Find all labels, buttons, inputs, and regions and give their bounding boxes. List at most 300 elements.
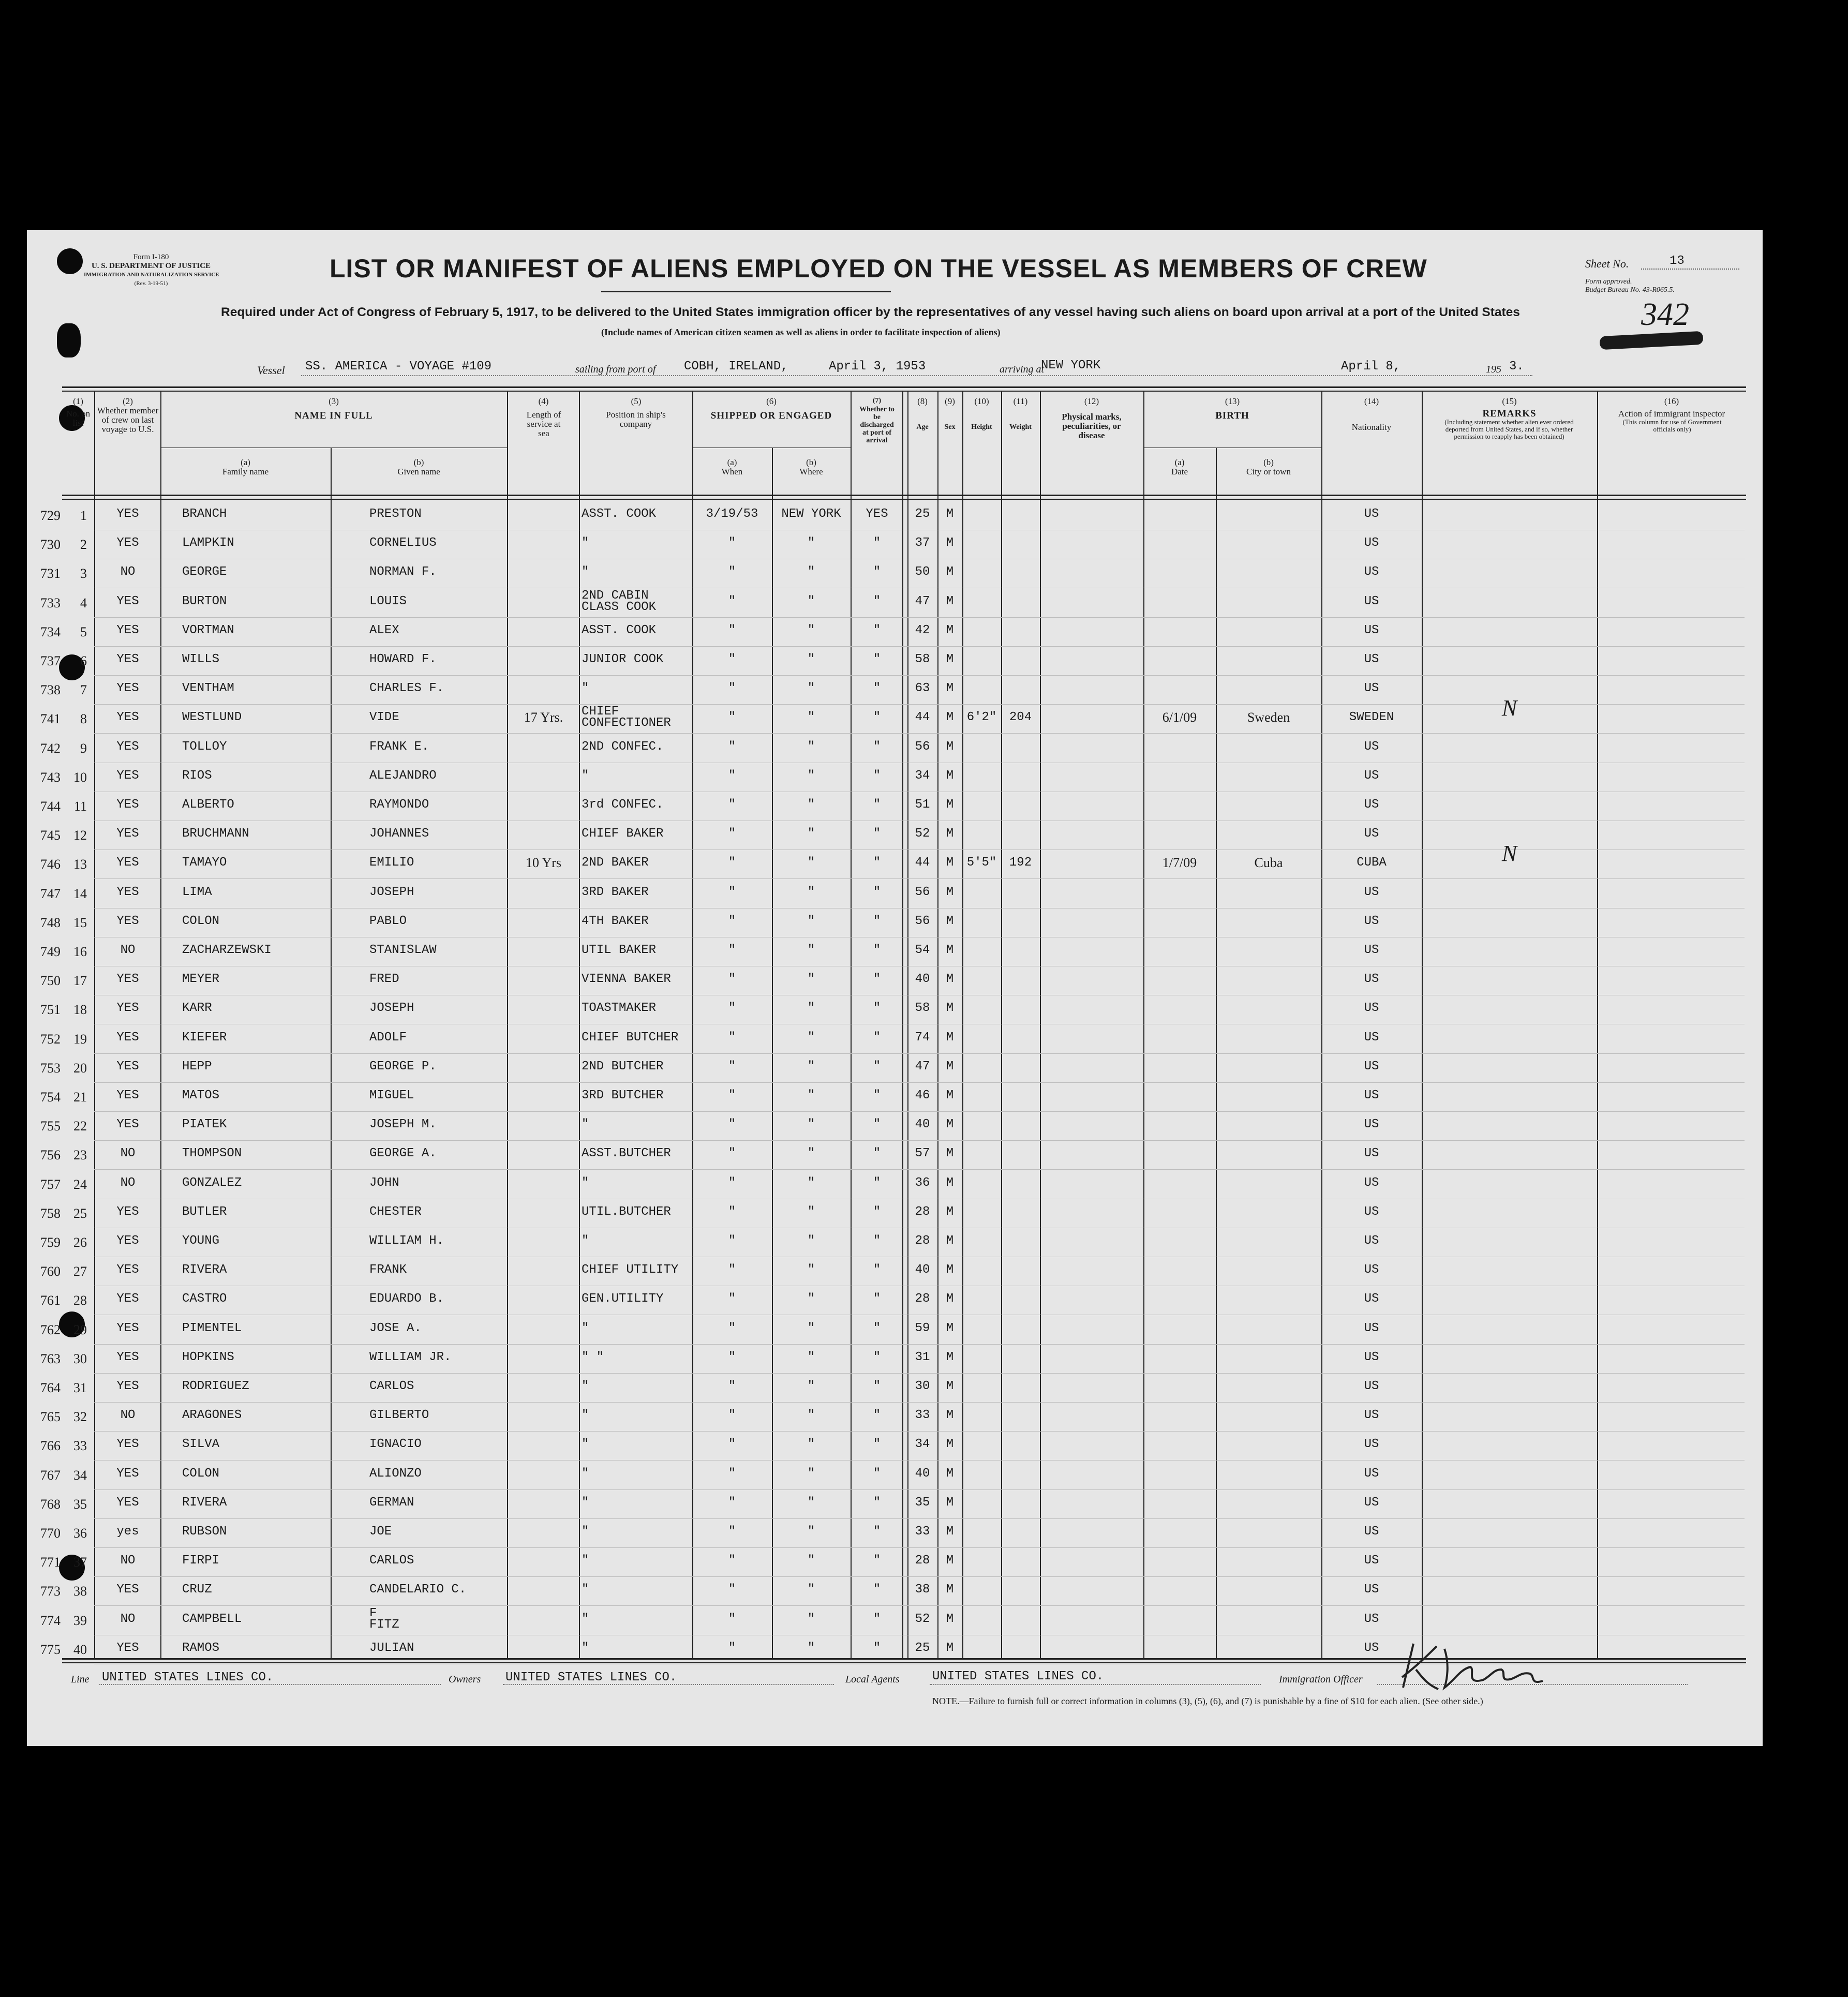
crew-last-voyage: YES bbox=[116, 1466, 139, 1481]
family-name: LIMA bbox=[182, 885, 212, 899]
footer-owners-value: UNITED STATES LINES CO. bbox=[505, 1671, 677, 1685]
table-top-border-2 bbox=[62, 391, 1746, 392]
nationality: US bbox=[1364, 1089, 1379, 1102]
position: " bbox=[582, 1379, 589, 1393]
crew-last-voyage: YES bbox=[116, 856, 139, 870]
given-name: FRED bbox=[369, 972, 399, 987]
shipped-where: " bbox=[807, 1379, 815, 1393]
sheet-number: 13 bbox=[1670, 254, 1685, 268]
sex: M bbox=[946, 565, 954, 579]
header-col-13: (13) BIRTH bbox=[1215, 396, 1249, 421]
shipped-when: " bbox=[728, 623, 736, 637]
row-index: 17 bbox=[73, 973, 87, 989]
row-index: 9 bbox=[80, 740, 87, 756]
given-name: GERMAN bbox=[369, 1495, 414, 1510]
line-number: 767 bbox=[40, 1467, 61, 1483]
family-name: HOPKINS bbox=[182, 1350, 234, 1364]
discharged: " bbox=[873, 1117, 881, 1132]
discharged: " bbox=[873, 652, 881, 666]
page-subtitle: Required under Act of Congress of February 5, 1917, to be delivered to the United States immigration officer by the representatives of any vessel having such aliens on board upon arrival at a port of the United States bbox=[221, 305, 1520, 319]
crew-last-voyage: YES bbox=[116, 710, 139, 725]
sheet-label: Sheet No. bbox=[1585, 257, 1629, 270]
position: " bbox=[582, 1554, 589, 1568]
given-name: CHARLES F. bbox=[369, 681, 444, 696]
table-row bbox=[27, 1317, 1763, 1346]
row-index: 35 bbox=[73, 1496, 87, 1512]
family-name: RIVERA bbox=[182, 1263, 227, 1277]
family-name: WESTLUND bbox=[182, 710, 242, 725]
line-number: 757 bbox=[40, 1176, 61, 1192]
given-name: CORNELIUS bbox=[369, 536, 437, 550]
line-number: 756 bbox=[40, 1147, 61, 1163]
given-name: NORMAN F. bbox=[369, 565, 437, 579]
position: 3RD BUTCHER bbox=[582, 1089, 664, 1102]
row-rule bbox=[94, 1576, 1745, 1577]
row-index: 15 bbox=[73, 915, 87, 930]
line-number: 763 bbox=[40, 1351, 61, 1366]
nationality: US bbox=[1364, 1059, 1379, 1074]
discharged: " bbox=[873, 768, 881, 783]
nationality: US bbox=[1364, 1350, 1379, 1364]
crew-last-voyage: YES bbox=[116, 1379, 139, 1393]
footer-note: NOTE.—Failure to furnish full or correct information in columns (3), (5), (6), and (7) is punishable by a fine of $10 for each alien. (See other side.) bbox=[932, 1696, 1483, 1706]
age: 25 bbox=[915, 507, 930, 521]
table-row bbox=[27, 881, 1763, 910]
arrival-port: NEW YORK bbox=[1041, 359, 1101, 372]
age: 25 bbox=[915, 1641, 930, 1655]
position: 2ND CONFEC. bbox=[582, 739, 664, 754]
family-name: VENTHAM bbox=[182, 681, 234, 696]
footer-line-value: UNITED STATES LINES CO. bbox=[102, 1671, 274, 1685]
crew-last-voyage: NO bbox=[120, 1554, 136, 1568]
header-col-14: (14) Nationality bbox=[1351, 396, 1392, 432]
position: " bbox=[582, 565, 589, 579]
family-name: CAMPBELL bbox=[182, 1612, 242, 1626]
table-top-border bbox=[62, 386, 1746, 388]
row-rule bbox=[94, 1169, 1745, 1170]
age: 46 bbox=[915, 1089, 930, 1102]
position: ASST. COOK bbox=[582, 623, 657, 637]
given-name: JOSEPH bbox=[369, 885, 414, 899]
sex: M bbox=[946, 1089, 954, 1102]
row-index: 30 bbox=[73, 1351, 87, 1366]
sex: M bbox=[946, 768, 954, 783]
position: " bbox=[582, 1175, 589, 1190]
position: " bbox=[582, 1117, 589, 1132]
position: " bbox=[582, 768, 589, 783]
shipped-when: " bbox=[728, 885, 736, 899]
row-index: 5 bbox=[80, 624, 87, 639]
discharged: " bbox=[873, 594, 881, 608]
sex: M bbox=[946, 681, 954, 696]
shipped-where: " bbox=[807, 1466, 815, 1481]
family-name: KIEFER bbox=[182, 1030, 227, 1045]
discharged: " bbox=[873, 1495, 881, 1510]
header-col-3b: (b) Given name bbox=[397, 457, 440, 476]
table-row bbox=[27, 968, 1763, 997]
shipped-where: " bbox=[807, 1495, 815, 1510]
crew-last-voyage: YES bbox=[116, 1089, 139, 1102]
given-name: RAYMONDO bbox=[369, 798, 429, 812]
position: " bbox=[582, 1641, 589, 1655]
family-name: MEYER bbox=[182, 972, 220, 987]
given-name: GILBERTO bbox=[369, 1408, 429, 1423]
table-row bbox=[27, 1433, 1763, 1462]
budget-bureau: Budget Bureau No. 43-R065.5. bbox=[1585, 286, 1675, 294]
position: JUNIOR COOK bbox=[582, 652, 664, 666]
family-name: BRUCHMANN bbox=[182, 827, 249, 841]
position: " bbox=[582, 1234, 589, 1248]
position: " bbox=[582, 536, 589, 550]
crew-last-voyage: YES bbox=[116, 1117, 139, 1132]
form-dept: U. S. DEPARTMENT OF JUSTICE bbox=[91, 262, 211, 270]
table-row bbox=[27, 910, 1763, 939]
shipped-when: " bbox=[728, 1641, 736, 1655]
shipped-when: " bbox=[728, 1204, 736, 1219]
position: " " bbox=[582, 1350, 604, 1364]
position: CHIEF BAKER bbox=[582, 827, 664, 841]
crew-last-voyage: NO bbox=[120, 1146, 136, 1161]
line-number: 766 bbox=[40, 1438, 61, 1454]
table-row bbox=[27, 1230, 1763, 1259]
line-number: 752 bbox=[40, 1031, 61, 1047]
shipped-where: " bbox=[807, 1263, 815, 1277]
table-row bbox=[27, 1578, 1763, 1607]
age: 33 bbox=[915, 1525, 930, 1539]
row-rule bbox=[94, 1111, 1745, 1112]
age: 28 bbox=[915, 1234, 930, 1248]
line-number: 747 bbox=[40, 886, 61, 901]
family-name: ZACHARZEWSKI bbox=[182, 943, 272, 957]
discharged: " bbox=[873, 1554, 881, 1568]
age: 59 bbox=[915, 1321, 930, 1335]
age: 33 bbox=[915, 1408, 930, 1423]
discharged: " bbox=[873, 1204, 881, 1219]
arrival-year-suffix: 3. bbox=[1509, 360, 1524, 374]
table-row bbox=[27, 1521, 1763, 1549]
shipped-where: " bbox=[807, 1612, 815, 1626]
weight: 204 bbox=[1009, 710, 1032, 725]
shipped-where: " bbox=[807, 1234, 815, 1248]
row-rule bbox=[94, 1053, 1745, 1054]
crew-last-voyage: NO bbox=[120, 943, 136, 957]
nationality: US bbox=[1364, 739, 1379, 754]
discharged: " bbox=[873, 1089, 881, 1102]
age: 35 bbox=[915, 1495, 930, 1510]
nationality: US bbox=[1364, 827, 1379, 841]
row-index: 23 bbox=[73, 1147, 87, 1163]
line-number: 765 bbox=[40, 1409, 61, 1425]
position: ASST.BUTCHER bbox=[582, 1146, 671, 1161]
row-index: 38 bbox=[73, 1584, 87, 1599]
shipped-where: " bbox=[807, 943, 815, 957]
shipped-where: " bbox=[807, 1321, 815, 1335]
form-service: IMMIGRATION AND NATURALIZATION SERVICE bbox=[84, 272, 219, 278]
family-name: RAMOS bbox=[182, 1641, 220, 1655]
sex: M bbox=[946, 710, 954, 725]
given-name: F FITZ bbox=[369, 1606, 399, 1632]
header-col-6a: (a) When bbox=[721, 457, 743, 476]
header-col-11: (11) Weight bbox=[1009, 396, 1032, 431]
header-col-15: (15) REMARKS (Including statement whether alien ever ordered deported from United States, and if so, whether permission to reapply has been obtained) bbox=[1444, 396, 1574, 440]
position: 2ND BUTCHER bbox=[582, 1059, 664, 1074]
shipped-where: " bbox=[807, 914, 815, 928]
table-row bbox=[27, 503, 1763, 532]
row-index: 36 bbox=[73, 1526, 87, 1541]
age: 52 bbox=[915, 827, 930, 841]
nationality: US bbox=[1364, 1175, 1379, 1190]
sex: M bbox=[946, 1554, 954, 1568]
crew-last-voyage: YES bbox=[116, 1263, 139, 1277]
sex: M bbox=[946, 1030, 954, 1045]
nationality: US bbox=[1364, 565, 1379, 579]
given-name: GEORGE P. bbox=[369, 1059, 437, 1074]
sex: M bbox=[946, 885, 954, 899]
line-number: 775 bbox=[40, 1642, 61, 1657]
sex: M bbox=[946, 798, 954, 812]
shipped-when: 3/19/53 bbox=[706, 507, 758, 521]
sex: M bbox=[946, 652, 954, 666]
header-col-3: (3) NAME IN FULL bbox=[294, 396, 373, 421]
row-index: 6 bbox=[80, 653, 87, 668]
nationality: US bbox=[1364, 1495, 1379, 1510]
table-row bbox=[27, 1201, 1763, 1230]
row-index: 28 bbox=[73, 1293, 87, 1308]
shipped-where: " bbox=[807, 1030, 815, 1045]
header-col-12: (12) Physical marks, peculiarities, or disease bbox=[1062, 396, 1122, 440]
shipped-when: " bbox=[728, 1263, 736, 1277]
nationality: US bbox=[1364, 1612, 1379, 1626]
shipped-when: " bbox=[728, 798, 736, 812]
row-rule bbox=[94, 1489, 1745, 1490]
sex: M bbox=[946, 739, 954, 754]
shipped-when: " bbox=[728, 1059, 736, 1074]
nationality: US bbox=[1364, 1001, 1379, 1016]
crew-last-voyage: YES bbox=[116, 681, 139, 696]
given-name: GEORGE A. bbox=[369, 1146, 437, 1161]
shipped-when: " bbox=[728, 1001, 736, 1016]
position: " bbox=[582, 1321, 589, 1335]
nationality: US bbox=[1364, 798, 1379, 812]
given-name: CANDELARIO C. bbox=[369, 1583, 467, 1597]
position: 2ND CABIN CLASS COOK bbox=[582, 588, 657, 614]
line-number: 733 bbox=[40, 595, 61, 610]
age: 50 bbox=[915, 565, 930, 579]
row-rule bbox=[94, 1431, 1745, 1432]
line-number: 771 bbox=[40, 1555, 61, 1570]
crew-last-voyage: NO bbox=[120, 1175, 136, 1190]
sex: M bbox=[946, 1583, 954, 1597]
row-index: 34 bbox=[73, 1467, 87, 1483]
crossed-out-number bbox=[1599, 331, 1703, 350]
sex: M bbox=[946, 827, 954, 841]
age: 56 bbox=[915, 739, 930, 754]
line-number: 751 bbox=[40, 1002, 61, 1018]
shipped-when: " bbox=[728, 827, 736, 841]
age: 42 bbox=[915, 623, 930, 637]
position: ASST. COOK bbox=[582, 507, 657, 521]
shipped-where: " bbox=[807, 739, 815, 754]
position: CHIEF UTILITY bbox=[582, 1263, 679, 1277]
given-name: EMILIO bbox=[369, 856, 414, 870]
row-index: 21 bbox=[73, 1090, 87, 1105]
nationality: US bbox=[1364, 1437, 1379, 1452]
crew-last-voyage: YES bbox=[116, 1321, 139, 1335]
family-name: CASTRO bbox=[182, 1292, 227, 1306]
sex: M bbox=[946, 1321, 954, 1335]
discharged: " bbox=[873, 710, 881, 725]
row-index: 8 bbox=[80, 711, 87, 727]
age: 40 bbox=[915, 1263, 930, 1277]
line-number: 737 bbox=[40, 653, 61, 668]
crew-last-voyage: YES bbox=[116, 798, 139, 812]
shipped-where: " bbox=[807, 652, 815, 666]
row-rule bbox=[94, 675, 1745, 676]
row-rule bbox=[94, 1518, 1745, 1519]
table-row bbox=[27, 1113, 1763, 1142]
position: " bbox=[582, 1466, 589, 1481]
departure-port: COBH, IRELAND, bbox=[684, 360, 788, 374]
shipped-when: " bbox=[728, 710, 736, 725]
shipped-when: " bbox=[728, 914, 736, 928]
table-row bbox=[27, 1346, 1763, 1375]
row-rule bbox=[94, 1547, 1745, 1548]
sex: M bbox=[946, 1641, 954, 1655]
sex: M bbox=[946, 1263, 954, 1277]
row-index: 10 bbox=[73, 769, 87, 785]
family-name: TOLLOY bbox=[182, 739, 227, 754]
discharged: " bbox=[873, 536, 881, 550]
family-name: MATOS bbox=[182, 1089, 220, 1102]
shipped-when: " bbox=[728, 943, 736, 957]
age: 40 bbox=[915, 1466, 930, 1481]
header-col-6b: (b) Where bbox=[799, 457, 823, 476]
nationality: US bbox=[1364, 1408, 1379, 1423]
line-number: 774 bbox=[40, 1613, 61, 1628]
footer-agents-underline bbox=[930, 1684, 1261, 1685]
nationality: US bbox=[1364, 1583, 1379, 1597]
table-row bbox=[27, 1259, 1763, 1288]
discharged: " bbox=[873, 1612, 881, 1626]
line-number: 768 bbox=[40, 1496, 61, 1512]
header-col-5: (5) Position in ship's company bbox=[606, 396, 666, 429]
sex: M bbox=[946, 1234, 954, 1248]
discharged: " bbox=[873, 1175, 881, 1190]
shipped-where: " bbox=[807, 972, 815, 987]
shipped-where: " bbox=[807, 1583, 815, 1597]
discharged: " bbox=[873, 1146, 881, 1161]
given-name: FRANK E. bbox=[369, 739, 429, 754]
crew-last-voyage: NO bbox=[120, 565, 136, 579]
shipped-when: " bbox=[728, 1234, 736, 1248]
age: 38 bbox=[915, 1583, 930, 1597]
family-name: HEPP bbox=[182, 1059, 212, 1074]
line-number: 759 bbox=[40, 1235, 61, 1250]
vessel-name: SS. AMERICA - VOYAGE #109 bbox=[305, 360, 492, 374]
shipped-when: " bbox=[728, 739, 736, 754]
shipped-where: " bbox=[807, 710, 815, 725]
age: 56 bbox=[915, 885, 930, 899]
table-row bbox=[27, 1142, 1763, 1171]
line-number: 754 bbox=[40, 1090, 61, 1105]
row-rule bbox=[94, 1344, 1745, 1345]
shipped-when: " bbox=[728, 536, 736, 550]
line-number: 738 bbox=[40, 682, 61, 698]
table-row bbox=[27, 1404, 1763, 1433]
shipped-where: " bbox=[807, 536, 815, 550]
family-name: RODRIGUEZ bbox=[182, 1379, 249, 1393]
shipped-where: " bbox=[807, 1175, 815, 1190]
family-name: ARAGONES bbox=[182, 1408, 242, 1423]
shipped-when: " bbox=[728, 972, 736, 987]
nationality: US bbox=[1364, 972, 1379, 987]
discharged: " bbox=[873, 1583, 881, 1597]
row-rule bbox=[94, 733, 1745, 734]
nationality: US bbox=[1364, 1554, 1379, 1568]
nationality: US bbox=[1364, 1263, 1379, 1277]
shipped-where: " bbox=[807, 1350, 815, 1364]
nationality: US bbox=[1364, 652, 1379, 666]
header-col-1: (1) No. on list bbox=[66, 396, 91, 428]
line-number: 734 bbox=[40, 624, 61, 639]
nationality: US bbox=[1364, 1321, 1379, 1335]
family-name: SILVA bbox=[182, 1437, 220, 1452]
table-row bbox=[27, 1026, 1763, 1055]
row-index: 11 bbox=[73, 799, 87, 814]
shipped-where: " bbox=[807, 1525, 815, 1539]
discharged: " bbox=[873, 1350, 881, 1364]
sex: M bbox=[946, 1175, 954, 1190]
birth-city: Cuba bbox=[1254, 855, 1283, 871]
footer-officer-label: Immigration Officer bbox=[1279, 1674, 1363, 1685]
family-name: BRANCH bbox=[182, 507, 227, 521]
shipped-when: " bbox=[728, 1030, 736, 1045]
page-title: LIST OR MANIFEST OF ALIENS EMPLOYED ON THE VESSEL AS MEMBERS OF CREW bbox=[330, 254, 1427, 283]
table-row bbox=[27, 1463, 1763, 1492]
age: 31 bbox=[915, 1350, 930, 1364]
discharged: " bbox=[873, 1234, 881, 1248]
shipped-when: " bbox=[728, 1583, 736, 1597]
row-index: 18 bbox=[73, 1002, 87, 1018]
sex: M bbox=[946, 1612, 954, 1626]
row-rule bbox=[94, 646, 1745, 647]
discharged: " bbox=[873, 1292, 881, 1306]
row-index: 27 bbox=[73, 1264, 87, 1279]
nationality: US bbox=[1364, 1466, 1379, 1481]
discharged: " bbox=[873, 943, 881, 957]
shipped-when: " bbox=[728, 681, 736, 696]
position: 2ND BAKER bbox=[582, 856, 649, 870]
sex: M bbox=[946, 1350, 954, 1364]
line-number: 744 bbox=[40, 799, 61, 814]
crew-last-voyage: YES bbox=[116, 1001, 139, 1016]
table-row bbox=[27, 532, 1763, 561]
given-name: WILLIAM JR. bbox=[369, 1350, 452, 1364]
service-length: 17 Yrs. bbox=[524, 710, 563, 725]
given-name: LOUIS bbox=[369, 594, 407, 608]
header-col-13a: (a) Date bbox=[1171, 457, 1188, 476]
line-number: 770 bbox=[40, 1526, 61, 1541]
crew-last-voyage: YES bbox=[116, 652, 139, 666]
sailing-label: sailing from port of bbox=[575, 364, 656, 375]
family-name: RUBSON bbox=[182, 1525, 227, 1539]
header-col-10: (10) Height bbox=[971, 396, 992, 431]
nationality: US bbox=[1364, 681, 1379, 696]
shipped-when: " bbox=[728, 1292, 736, 1306]
given-name: CARLOS bbox=[369, 1554, 414, 1568]
shipped-when: " bbox=[728, 1495, 736, 1510]
row-index: 19 bbox=[73, 1031, 87, 1047]
